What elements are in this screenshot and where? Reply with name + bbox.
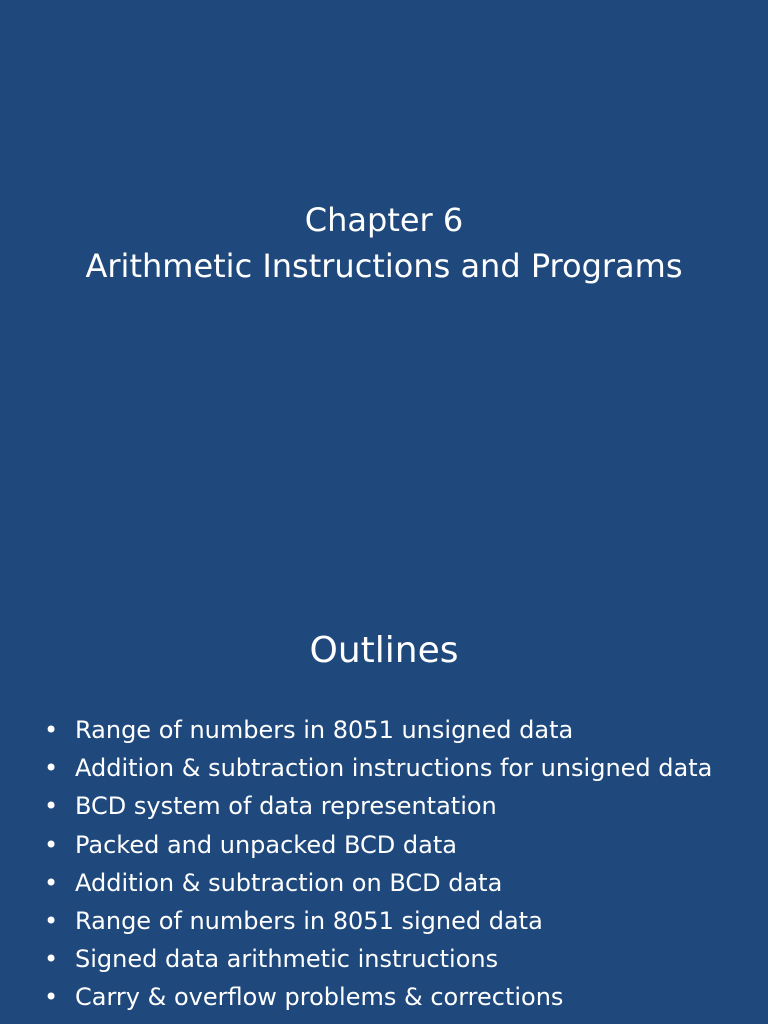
list-item <box>0 978 768 1016</box>
bullet-icon: • <box>44 792 59 821</box>
chapter-name: Arithmetic Instructions and Programs <box>85 247 683 285</box>
list-item <box>0 711 768 749</box>
list-item-text: Range of numbers in 8051 unsigned data <box>75 716 574 744</box>
bullet-icon: • <box>44 907 59 936</box>
list-item-text: Addition & subtraction instructions for unsigned data <box>75 754 713 783</box>
list-item-text: BCD system of data representation <box>75 792 497 821</box>
bullet-icon: • <box>44 868 59 897</box>
bullet-icon: • <box>44 983 59 1012</box>
chapter-number: Chapter 6 <box>304 201 464 239</box>
list-item <box>0 826 768 864</box>
bullet-icon: • <box>44 716 59 744</box>
list-item <box>0 902 768 940</box>
outline-slide <box>0 576 768 1024</box>
chapter-title <box>0 197 768 289</box>
list-item <box>0 864 768 902</box>
list-item <box>0 940 768 978</box>
bullet-icon: • <box>44 754 59 783</box>
list-item-text: Signed data arithmetic instructions <box>75 945 499 974</box>
list-item-text: Carry & overflow problems & corrections <box>75 983 564 1012</box>
list-item <box>0 787 768 825</box>
list-item-text: Addition & subtraction on BCD data <box>75 868 503 897</box>
bullet-icon: • <box>44 945 59 974</box>
list-item-text: Range of numbers in 8051 signed data <box>75 907 543 936</box>
list-item <box>0 749 768 787</box>
bullet-icon: • <box>44 830 59 859</box>
outline-list <box>0 711 768 1017</box>
outline-heading: Outlines <box>309 630 459 671</box>
list-item-text: Packed and unpacked BCD data <box>75 830 457 859</box>
